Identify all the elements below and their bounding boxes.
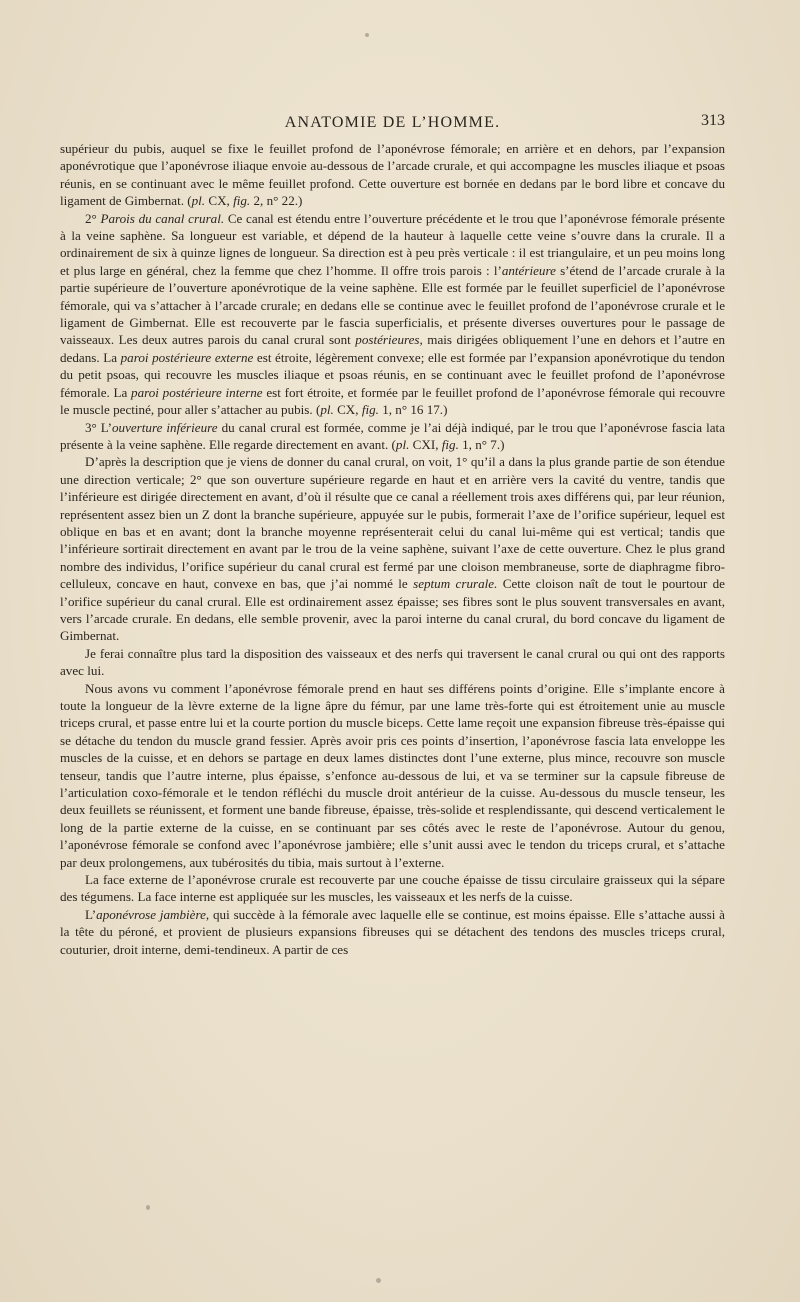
running-title: ANATOMIE DE L’HOMME. — [284, 114, 501, 131]
page-header — [60, 114, 725, 138]
paper-speck — [365, 33, 369, 37]
text-run: 2° — [85, 210, 101, 226]
italic-text: pl. — [395, 436, 410, 452]
paragraph — [60, 906, 725, 958]
italic-text: paroi postérieure externe — [120, 349, 254, 365]
italic-text: septum crurale. — [413, 576, 498, 592]
paragraph — [60, 871, 725, 906]
paragraph — [60, 645, 725, 680]
text-run: qui succède à la fémorale avec laquelle elle se continue, est moins épaisse. Elle s’attache aussi à la tête du péroné, et provient de plusieurs expansions fibreuses qui se détachent des tendons des muscles triceps crural, couturier, droit interne, demi-tendineux. A partir de ces — [60, 906, 725, 957]
paragraph — [60, 140, 725, 210]
body-text — [60, 140, 725, 958]
text-run: Ce canal est étendu entre l’ouverture précédente et le trou que l’aponévrose fémorale présente à la veine saphène. Sa longueur est variable, et dépend de la hauteur à laquelle cette veine s’ouvre dans la crurale. Il a ordinairement de six à quinze lignes de longueur. Sa direction est à peu près verticale : il est triangulaire, et un peu moins long et plus large en général, chez la femme que chez l’homme. Il offre trois parois : l’ — [60, 210, 725, 278]
text-run: CX, — [333, 402, 362, 418]
text-run: est étroite, légèrement convexe; elle est formée par l’expansion aponévrotique du tendon du petit psoas, qui recouvre les muscles iliaque et psoas réunis, en se continuant avec le feuillet profond de l’aponévrose fémorale. La — [60, 349, 725, 400]
text-run: s’étend de l’arcade crurale à la partie supérieure de l’ouverture aponévrotique de la veine saphène. Elle est formée par le feuillet superficiel de l’aponévrose fémorale, qui va s’attacher à l’arcade crurale; en dedans elle se continue avec le feuillet profond de l’aponévrose crurale et le ligament de Gimbernat. Elle est recouverte par le fascia superficialis, et présente diverses ouvertures pour le passage de vaisseaux. Les deux autres parois du canal crural sont — [60, 262, 725, 348]
text-run: supérieur du pubis, auquel se fixe le feuillet profond de l’aponévrose fémorale; en arrière et en dehors, par l’expansion aponévrotique que l’aponévrose iliaque envoie au-dessous de l’arcade crurale, et qui accompagne les muscles iliaque et psoas réunis, en se continuant avec le même feuillet profond. Cette ouverture est bornée en dedans par le bord libre et concave du ligament de Gimbernat. ( — [60, 141, 725, 209]
paragraph — [60, 210, 725, 419]
italic-text: fig. — [441, 436, 459, 452]
page-number: 313 — [701, 112, 725, 129]
text-run: CX, — [205, 193, 234, 209]
italic-text: Parois du canal crural. — [100, 210, 225, 226]
text-run: La face externe de l’aponévrose crurale est recouverte par une couche épaisse de tissu circulaire graisseux qui la sépare des tégumens. La face interne est appliquée sur les muscles, les vaisseaux et les nerfs de la cuisse. — [60, 872, 725, 905]
italic-text: postérieures, — [355, 332, 423, 348]
italic-text: fig. — [233, 193, 251, 209]
text-run: Je ferai connaître plus tard la disposition des vaisseaux et des nerfs qui traversent le canal crural ou qui ont des rapports avec lui. — [60, 645, 725, 679]
text-run: mais dirigées obliquement l’une en dehors et l’autre en dedans. La — [60, 332, 725, 365]
text-run: CXI, — [409, 436, 442, 452]
text-run: L’ — [85, 906, 97, 922]
text-run: est fort étroite, et formée par le feuillet profond de l’aponévrose fémorale qui recouvre le muscle pectiné, pour aller s’attacher au pubis. ( — [60, 384, 726, 418]
italic-text: fig. — [361, 402, 379, 418]
text-run: D’après la description que je viens de donner du canal crural, on voit, 1° qu’il a dans la plus grande partie de son étendue une direction verticale; 2° que son ouverture supérieure regarde en haut et en arrière vers la cavité du ventre, tandis que l’inférieure est dirigée directement en avant, d’où il résulte que ce canal a réellement trois axes différens qui, par leur réunion, représentent assez bien un Z dont la branche supérieure, appuyée sur le pubis, formerait l’axe de l’orifice supérieur, lequel est oblique en bas et en avant; dont la branche moyenne représenterait celui du canal lui-même qui est vertical; tandis que l’inférieure sortirait directement en avant par le trou de la veine saphène, suivant l’axe de cette ouverture. Chez le plus grand nombre des individus, l’orifice supérieur du canal crural est fermé par une cloison membraneuse, sorte de diaphragme fibro-celluleux, concave en haut, convexe en bas, que j’ai nommé le — [60, 454, 725, 592]
paper-speck — [146, 1205, 150, 1210]
italic-text: paroi postérieure interne — [131, 384, 263, 400]
paragraph — [60, 419, 725, 454]
italic-text: aponévrose jambière, — [96, 906, 210, 922]
text-run: Nous avons vu comment l’aponévrose fémorale prend en haut ses différens points d’origine. Elle s’implante encore à toute la longueur de la lèvre externe de la ligne âpre du fémur, par une lame très-forte qui est étroitement unie au muscle triceps crural, et passe entre lui et la courte portion du muscle biceps. Cette lame reçoit une expansion fibreuse très-épaisse qui se détache du tendon du muscle grand fessier. Après avoir pris ces points d’insertion, l’aponévrose fascia lata enveloppe les muscles de la cuisse, et en dehors se partage en deux lames distinctes dont l’une externe, plus mince, recouvre son muscle tenseur, tandis que l’autre interne, plus épaisse, s’enfonce au-dessous de lui, et va se terminer sur la capsule fibreuse de l’articulation coxo-fémorale et le tendon réfléchi du muscle droit antérieur de la cuisse. Au-dessous du muscle tenseur, les deux feuillets se réunissent, et forment une bande fibreuse, épaisse, très-solide et resplendissante, qui descend verticalement le long de la partie externe de la cuisse, en se continuant par ses côtés avec le reste de l’aponévrose. Autour du genou, l’aponévrose fémorale se confond avec l’aponévrose jambière; elle s’unit aussi avec le tendon du triceps crural, et s’attache par deux prolongemens, aux tubérosités du tibia, mais surtout à l’externe. — [60, 680, 725, 870]
italic-text: ouverture inférieure — [111, 419, 218, 435]
text-run: 1, n° 16 17.) — [378, 402, 448, 418]
text-run: 2, n° 22.) — [250, 193, 303, 209]
paper-speck — [376, 1278, 381, 1283]
text-run: 1, n° 7.) — [458, 436, 505, 452]
paragraph — [60, 680, 725, 871]
text-run: du canal crural est formée, comme je l’ai déjà indiqué, par le trou que l’aponévrose fascia lata présente à la veine saphène. Elle regarde directement en avant. ( — [60, 419, 726, 452]
italic-text: pl. — [320, 402, 334, 418]
text-run: Cette cloison naît de tout le pourtour de l’orifice supérieur du canal crural. Elle est ordinairement assez épaisse; ses fibres sont le plus souvent transversales en avant, vers l’arcade crurale. En dedans, elle semble provenir, avec la paroi interne du canal crural, du bord concave du ligament de Gimbernat. — [60, 576, 725, 644]
italic-text: antérieure — [501, 262, 556, 278]
text-run: 3° L’ — [85, 419, 112, 435]
italic-text: pl. — [191, 193, 206, 209]
paragraph — [60, 453, 725, 644]
